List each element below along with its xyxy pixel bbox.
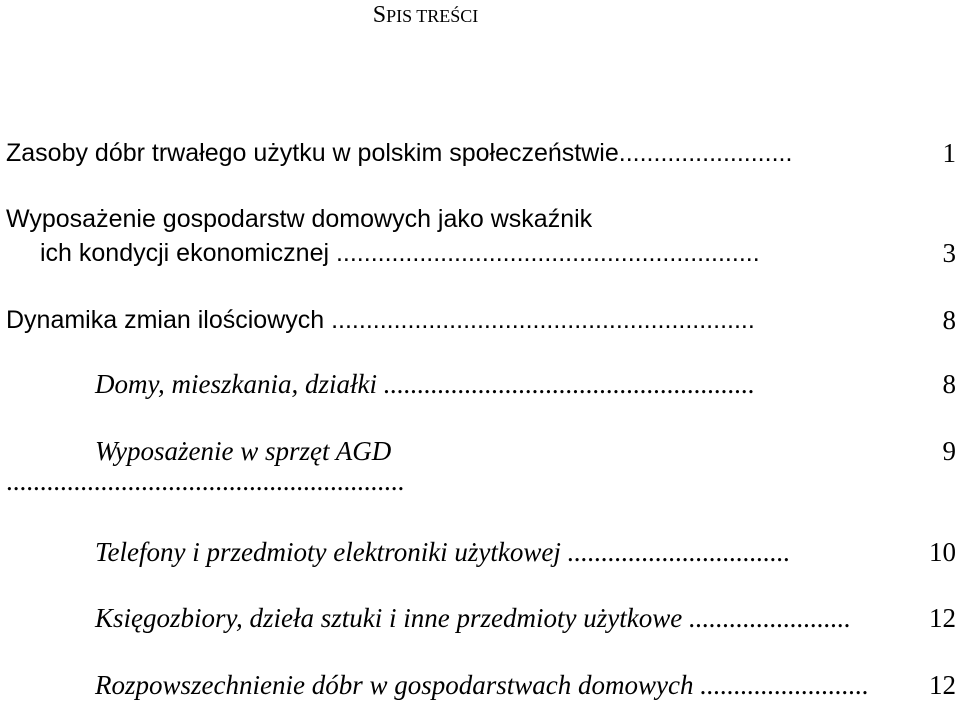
toc-entry-text[interactable]: Telefony i przedmioty elektroniki użytkowej ................................. (95, 537, 791, 567)
toc-entry-leader: ........................................................... (6, 466, 405, 496)
toc-entry-page: 12 (929, 670, 956, 700)
toc-entry-page: 10 (929, 537, 956, 567)
toc-entry-page: 9 (942, 436, 956, 466)
toc-entry-page: 8 (942, 305, 956, 335)
toc-entry-text[interactable]: Dynamika zmian ilościowych ............................................................. (6, 306, 755, 334)
toc-entry-page: 3 (942, 238, 956, 268)
toc-entry-text[interactable]: Wyposażenie gospodarstw domowych jako wskaźnik (6, 205, 593, 233)
title-initial: S (372, 2, 387, 28)
toc-entry-text[interactable]: Rozpowszechnienie dóbr w gospodarstwach domowych ......................... (95, 670, 869, 700)
toc-entry-text[interactable]: ich kondycji ekonomicznej ............................................................. (40, 239, 760, 267)
page-title (0, 2, 851, 29)
toc-entry-text[interactable]: Domy, mieszkania, działki ....................................................... (95, 369, 755, 399)
title-rest: PIS TREŚCI (386, 6, 479, 26)
toc-entry-page: 8 (942, 369, 956, 399)
toc-entry-page: 1 (942, 138, 956, 168)
toc-entry-text[interactable]: Księgozbiory, dzieła sztuki i inne przedmioty użytkowe ........................ (95, 603, 851, 633)
toc-entry-page: 12 (929, 603, 956, 633)
toc-entry-text[interactable]: Zasoby dóbr trwałego użytku w polskim społeczeństwie......................... (6, 139, 793, 167)
toc-entry-text[interactable]: Wyposażenie w sprzęt AGD (95, 436, 392, 466)
